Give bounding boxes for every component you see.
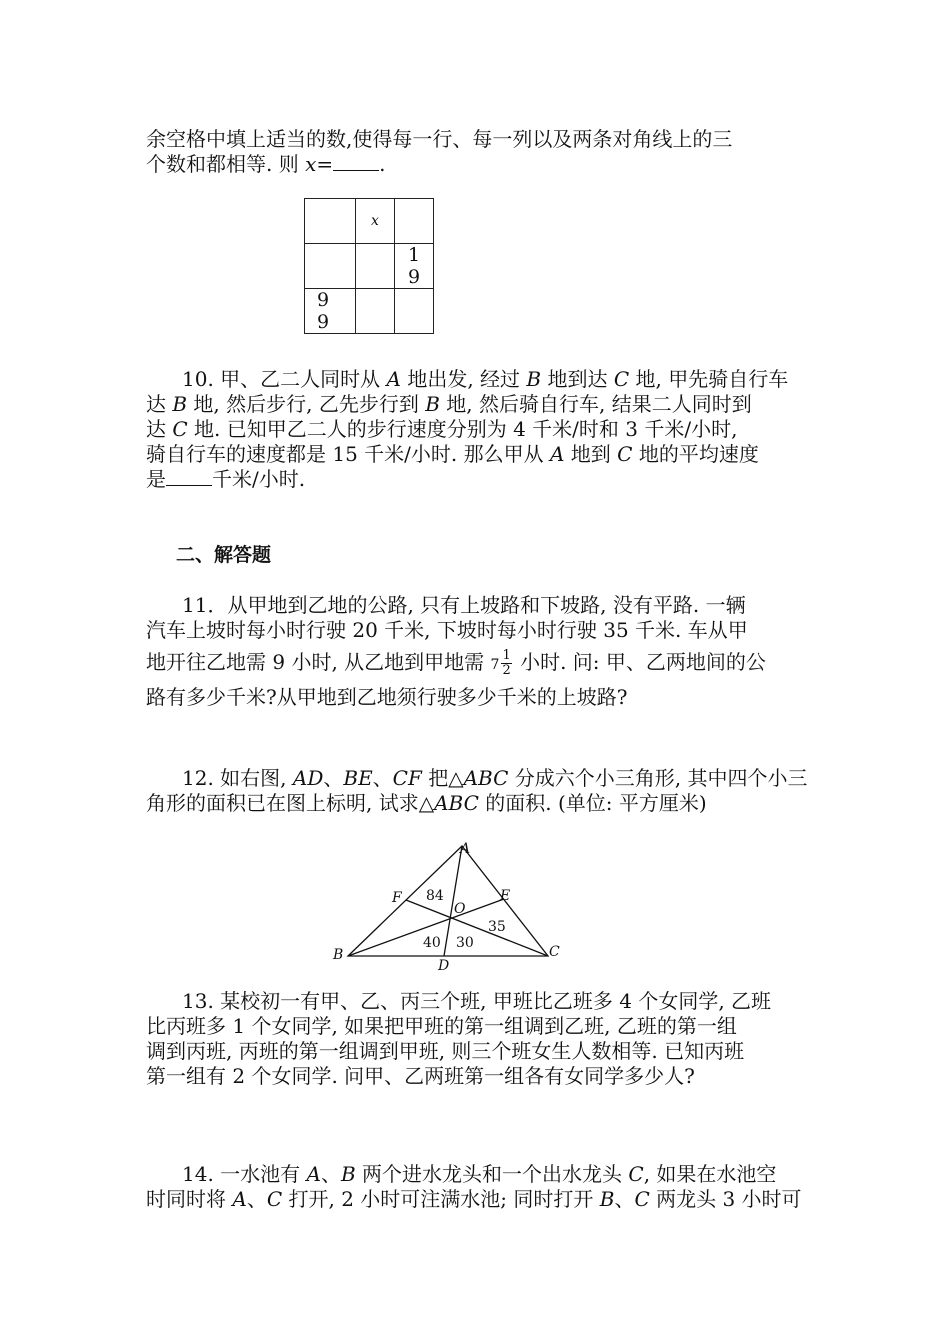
grid-cell <box>305 199 356 244</box>
q10-line-1: 10. 甲、乙二人同时从 A 地出发, 经过 B 地到达 C 地, 甲先骑自行车 <box>182 367 789 391</box>
label-o: O <box>454 901 466 917</box>
label-c: C <box>549 944 560 960</box>
grid-cell-19: 1 9 <box>395 244 434 289</box>
grid-cell <box>356 289 395 334</box>
grid-cell-x: x <box>356 199 395 244</box>
q13-line-3: 调到丙班, 丙班的第一组调到甲班, 则三个班女生人数相等. 已知丙班 <box>146 1039 745 1063</box>
label-d: D <box>438 958 450 974</box>
grid-row <box>305 289 434 334</box>
grid-cell <box>356 244 395 289</box>
q10-line-3: 达 C 地. 已知甲乙二人的步行速度分别为 4 千米/时和 3 千米/小时, <box>146 417 738 441</box>
area-coe: 35 <box>488 919 506 935</box>
area-labels <box>423 888 506 951</box>
label-e: E <box>500 888 511 904</box>
triangle-lines <box>348 846 548 956</box>
q11-line-3: 地开往乙地需 9 小时, 从乙地到甲地需 7 $\frac{1}{2}$ 小时. 问: 甲、乙两地间的公 <box>146 648 766 678</box>
q13-line-1: 13. 某校初一有甲、乙、丙三个班, 甲班比乙班多 4 个女同学, 乙班 <box>182 989 772 1013</box>
question-13 <box>146 989 814 1089</box>
grid-row <box>305 244 434 289</box>
triangle-diagram <box>326 838 576 978</box>
q13-line-4: 第一组有 2 个女同学. 问甲、乙两班第一组各有女同学多少人? <box>146 1064 695 1088</box>
q10-line-5: 是 千米/小时. <box>146 467 306 491</box>
section-heading: 二、解答题 <box>176 544 272 566</box>
mixed-number-integer: 7 <box>490 657 500 673</box>
q10-line-4: 骑自行车的速度都是 15 千米/小时. 那么甲从 A 地到 C 地的平均速度 <box>146 442 759 466</box>
q11-line-4: 路有多少千米?从甲地到乙地须行驶多少千米的上坡路? <box>146 685 628 709</box>
area-aof: 84 <box>426 888 444 904</box>
q14-line-1: 14. 一水池有 A、B 两个进水龙头和一个出水龙头 C, 如果在水池空 <box>182 1162 777 1186</box>
area-bod: 40 <box>423 935 441 951</box>
q12-line-2: 角形的面积已在图上标明, 试求△ABC 的面积. (单位: 平方厘米) <box>146 791 707 815</box>
q9-line-1: 余空格中填上适当的数,使得每一行、每一列以及两条对角线上的三 <box>146 127 733 151</box>
question-12 <box>146 766 814 816</box>
q14-line-2: 时同时将 A、C 打开, 2 小时可注满水池; 同时打开 B、C 两龙头 3 小时可 <box>146 1187 802 1211</box>
grid-cell <box>305 244 356 289</box>
grid-cell <box>395 199 434 244</box>
q13-line-2: 比丙班多 1 个女同学, 如果把甲班的第一组调到乙班, 乙班的第一组 <box>146 1014 737 1038</box>
label-a: A <box>460 841 471 857</box>
q10-line-2: 达 B 地, 然后步行, 乙先步行到 B 地, 然后骑自行车, 结果二人同时到 <box>146 392 752 416</box>
label-b: B <box>333 947 344 963</box>
label-f: F <box>392 890 402 906</box>
magic-square-grid <box>304 198 434 334</box>
triangle-abc <box>348 846 548 956</box>
grid-cell <box>395 289 434 334</box>
answer-blank <box>333 153 379 171</box>
q9-text <box>146 127 814 177</box>
q11-line-2: 汽车上坡时每小时行驶 20 千米, 下坡时每小时行驶 35 千米. 车从甲 <box>146 618 748 642</box>
question-14 <box>146 1162 814 1212</box>
grid-row <box>305 199 434 244</box>
grid-cell-99: 9 9 <box>305 289 356 334</box>
fraction: $\frac{1}{2}$ <box>502 648 511 678</box>
q11-line-1: 11．从甲地到乙地的公路, 只有上坡路和下坡路, 没有平路. 一辆 <box>182 593 746 617</box>
area-cod: 30 <box>456 935 474 951</box>
q9-line-2: 个数和都相等. 则 x= . <box>146 152 386 176</box>
answer-blank <box>166 468 212 486</box>
q12-line-1: 12. 如右图, AD、BE、CF 把△ABC 分成六个小三角形, 其中四个小三 <box>182 766 808 790</box>
question-10 <box>146 367 814 492</box>
question-11 <box>146 593 814 710</box>
